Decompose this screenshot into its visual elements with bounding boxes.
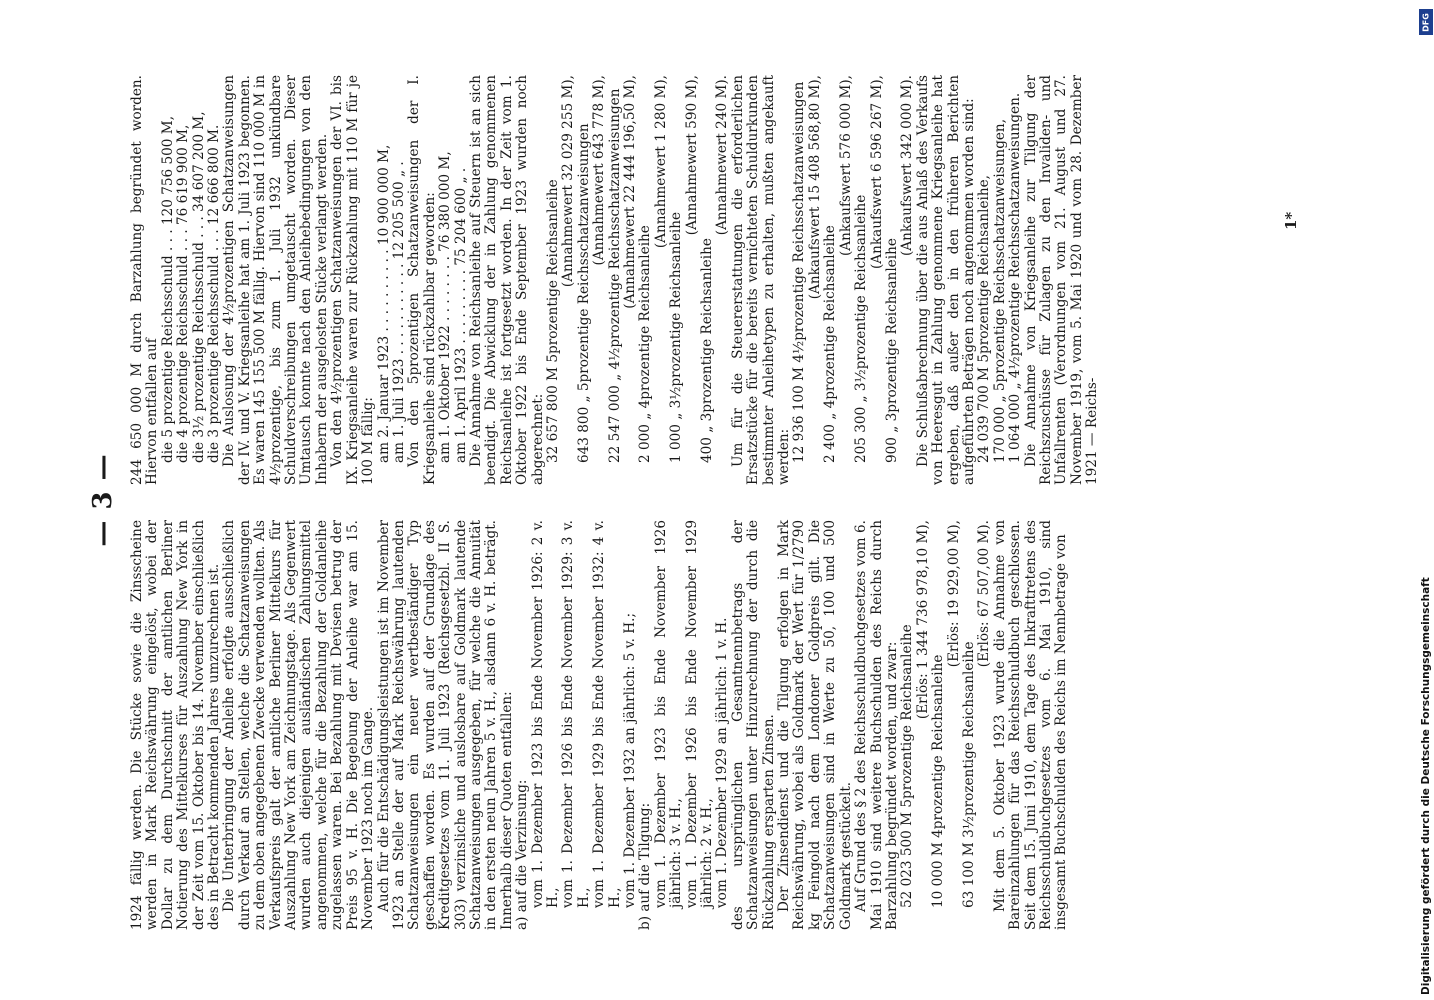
paragraph: (Ankaufswert 15 408 568,80 M), <box>806 75 823 300</box>
paragraph: 2 000 „ 4prozentige Reichsanleihe <box>637 225 654 463</box>
paragraph: (Annahmewert 590 M), <box>683 75 700 236</box>
paragraph: 52 023 500 M 5prozentige Reichsanleihe <box>899 624 916 908</box>
paragraph: am 1. Oktober 1922 . . . . . . . . 76 380 000 M, <box>437 151 454 463</box>
paragraph: (Annahmewert 22 444 196,50 M), <box>622 75 638 309</box>
paragraph: Um für die Steuererstattungen die erforderlichen Ersatzstücke für die bereits vernichteten Schuldurkunden bestimmter Anleihetypen zu erhalten, mußten angekauft werden: <box>729 70 793 485</box>
paragraph: Von den 4½prozentigen Schatzanweisungen der VI. bis IX. Kriegsanleihe waren zur Rückzahlung mit 110 M für je 100 M fällig: <box>329 70 377 485</box>
paragraph: a) auf die Verzinsung: <box>514 779 531 930</box>
paragraph: Die Auslosung der 4½prozentigen Schatzanweisungen der IV. und V. Kriegsanleihe hat am 1. Juli 1923 begonnen. Es waren 145 155 500 M fällig. Hiervon sind 110 000 M in 4½prozentige, bis zum 1. Juli 1932 unkündbare Schuldverschreibungen umgetauscht worden. Dieser Umtausch konnte nach den Anleihebedingungen von den Inhabern der ausgelosten Stücke verlangt werden. <box>221 70 330 485</box>
paragraph: (Erlös: 1 344 736 978,10 M), <box>914 520 931 720</box>
paragraph: 32 657 800 M 5prozentige Reichsanleihe <box>544 179 561 463</box>
paragraph: (Annahmewert 240 M). <box>714 75 731 236</box>
paragraph: (Ankaufswert 576 000 M), <box>837 75 854 257</box>
paragraph: am 1. April 1923 . . . . . . . . . 75 204 600 „ . <box>452 167 469 463</box>
paragraph: 2 400 „ 4prozentige Reichsanleihe <box>822 225 839 463</box>
paragraph: 22 547 000 „ 4½prozentige Reichsschatzanweisungen <box>606 88 623 463</box>
paragraph: vom 1. Dezember 1923 bis Ende November 1926: 2 v. H., <box>529 515 561 908</box>
paragraph: vom 1. Dezember 1923 bis Ende November 1926 jährlich: 3 v. H., <box>652 515 685 908</box>
paragraph: (Annahmewert 643 778 M), <box>591 75 608 266</box>
paragraph: Auf Grund des § 2 des Reichsschuldbuchgesetzes vom 6. Mai 1910 sind weitere Buchschulden des Reichs durch Barzahlung begründet worden, und zwar: <box>853 515 900 930</box>
paragraph: 244 650 000 M durch Barzahlung begründet worden. Hiervon entfallen auf <box>129 70 161 485</box>
paragraph: Mit dem 5. Oktober 1923 wurde die Annahme von Bareinzahlungen für das Reichsschuldbuch geschlossen. Seit dem 15. Juni 1910, dem Tage des Inkrafttretens des Reichsschuldbuchgesetzes vom 6. Mai 1910, sind insgesamt Buchschulden des Reichs im Nennbetrage von <box>991 515 1070 930</box>
paragraph: Die Annahme von Reichsanleihe auf Steuern ist an sich beendigt. Die Abwicklung der in Zahlung genommenen Reichsanleihe ist fortgesetzt worden. In der Zeit vom 1. Oktober 1922 bis Ende September 1923 wurden noch abgerechnet: <box>467 70 546 485</box>
paragraph: Die Annahme von Kriegsanleihe zur Tilgung der Reichszuschüsse für Zulagen zu den Invaliden- und Unfallrenten (Verordnungen vom 21. August und 27. November 1919, vom 5. Mai 1920 und vom 28. Dezember 1921 — Reichs- <box>1022 70 1101 485</box>
paragraph: 170 000 „ 5prozentige Reichsschatzanweisungen, <box>991 118 1008 463</box>
left-text-column <box>129 515 1070 930</box>
paragraph: 900 „ 3prozentige Reichsanleihe <box>883 238 900 463</box>
paragraph: vom 1. Dezember 1929 bis Ende November 1932: 4 v. H., <box>591 515 623 908</box>
paragraph: 12 936 100 M 4½prozentige Reichsschatzanweisungen <box>791 81 808 463</box>
paragraph: (Annahmewert 32 029 255 M), <box>560 75 577 288</box>
paragraph: (Annahmewert 1 280 M), <box>652 75 669 249</box>
paragraph: Auch für die Entschädigungsleistungen ist im November 1923 an Stelle der auf Mark Reichswährung lautenden Schatzanweisungen ein neuer wertbeständiger Typ geschaffen worden. Es wurden auf der Grundlage des Kreditgesetzes vom 11. Juli 1923 (Reichsgesetzbl. II S. 303) verzinsliche und auslosbare auf Goldmark lautende Schatzanweisungen ausgegeben, für welche die Annuität in den ersten neun Jahren 5 v. H., alsdann 6 v. H. beträgt. Innerhalb dieser Quoten entfallen: <box>375 515 515 930</box>
paragraph: (Ankaufswert 342 000 M). <box>899 75 916 257</box>
page-number-header: — 3 — <box>88 453 118 547</box>
paragraph: 1924 fällig werden. Die Stücke sowie die Zinsscheine werden in Mark Reichswährung eingelöst, wobei der Dollar zu dem Durchschnitt der amtlichen Berliner Notierung des Mittelkurses für Auszahlung New York in der Zeit vom 15. Oktober bis 14. November einschließlich des in Betracht kommenden Jahres umzurechnen ist. <box>129 515 223 930</box>
paragraph: 643 800 „ 5prozentige Reichsschatzanweisungen <box>575 123 592 463</box>
paragraph: 63 100 M 3½prozentige Reichsanleihe <box>960 641 977 908</box>
paragraph: Die Schlußabrechnung über die aus Anlaß des Verkaufs von Heeresgut in Zahlung genommene Kriegsanleihe hat ergeben, daß außer den in den früheren Berichten aufgeführten Beträgen noch angenommen worden sind: <box>914 70 977 485</box>
paragraph: des ursprünglichen Gesamtnennbetrags der Schatzanweisungen unter Hinzurechnung der durch die Rückzahlung ersparten Zinsen. <box>729 515 777 930</box>
paragraph: 1 064 000 „ 4½prozentige Reichsschatzanweisungen. <box>1007 92 1024 463</box>
paragraph: vom 1. Dezember 1932 an jährlich: 5 v. H.; <box>622 612 638 908</box>
right-text-column <box>129 70 1101 485</box>
paragraph: 400 „ 3prozentige Reichsanleihe <box>699 238 716 463</box>
paragraph: Die Unterbringung der Anleihe erfolgte ausschließlich durch Verkauf an Stellen, welche die Schatzanweisungen zu dem oben angegebenen Zwecke verwenden wollten. Als Verkaufspreis galt der amtliche Berliner Mittelkurs für Auszahlung New York am Zeichnungstage. Als Gegenwert wurden auch diejenigen ausländischen Zahlungsmittel angenommen, welche für die Bezahlung der Goldanleihe zugelassen waren. Bei Bezahlung mit Devisen betrug der Preis 95 v. H. Die Begebung der Anleihe war am 15. November 1923 noch im Gange. <box>221 515 377 930</box>
paragraph: (Ankaufswert 6 596 267 M), <box>868 75 885 269</box>
dfg-logo-icon: DFG <box>1419 9 1433 35</box>
paragraph: die 3 prozentige Reichsschuld . . . 12 666 800 M. <box>206 124 223 463</box>
paragraph: 10 000 M 4prozentige Reichsanleihe <box>930 654 947 908</box>
paragraph: am 2. Januar 1923 . . . . . . . . . . 10 900 000 M, <box>375 144 392 463</box>
paragraph: die 3½ prozentige Reichsschuld . . . 34 607 200 M, <box>190 111 207 463</box>
paragraph: 24 039 700 M 5prozentige Reichsanleihe, <box>976 175 993 463</box>
paragraph: Von den 5prozentigen Schatzanweisungen der I. Kriegsanleihe sind rückzahlbar geworden: <box>406 70 438 485</box>
digitization-credit: Digitalisierung gefördert durch die Deutsche Forschungsgemeinschaft <box>1420 577 1432 995</box>
paragraph: 205 300 „ 3½prozentige Reichsanleihe <box>853 194 870 463</box>
paragraph: Der Zinsendienst und die Tilgung erfolgen in Mark Reichswährung, wobei als Goldmark der Wert für 1/2790 kg Feingold nach dem Londoner Goldpreis gilt. Die Schatzanweisungen sind in Werte zu 50, 100 und 500 Goldmark gestückelt. <box>776 515 854 930</box>
paragraph: vom 1. Dezember 1926 bis Ende November 1929 jährlich: 2 v. H., <box>683 515 716 908</box>
paragraph: (Erlös: 19 929,00 M), <box>945 520 962 668</box>
paragraph: am 1. Juli 1923 . . . . . . . . . . . 12 205 500 „ . <box>390 161 407 463</box>
paragraph: b) auf die Tilgung: <box>637 802 654 930</box>
paragraph: vom 1. Dezember 1929 an jährlich: 1 v. H. <box>714 617 731 908</box>
paragraph: die 4 prozentige Reichsschuld . . . 76 619 900 M, <box>175 124 192 463</box>
paragraph: die 5 prozentige Reichsschuld . . . 120 756 500 M, <box>159 115 176 463</box>
paragraph: 1 000 „ 3½prozentige Reichsanleihe <box>668 211 685 463</box>
paragraph: vom 1. Dezember 1926 bis Ende November 1929: 3 v. H., <box>560 515 592 908</box>
paragraph: (Erlös: 67 507,00 M). <box>976 520 993 668</box>
signature-mark: 1* <box>1282 211 1300 230</box>
